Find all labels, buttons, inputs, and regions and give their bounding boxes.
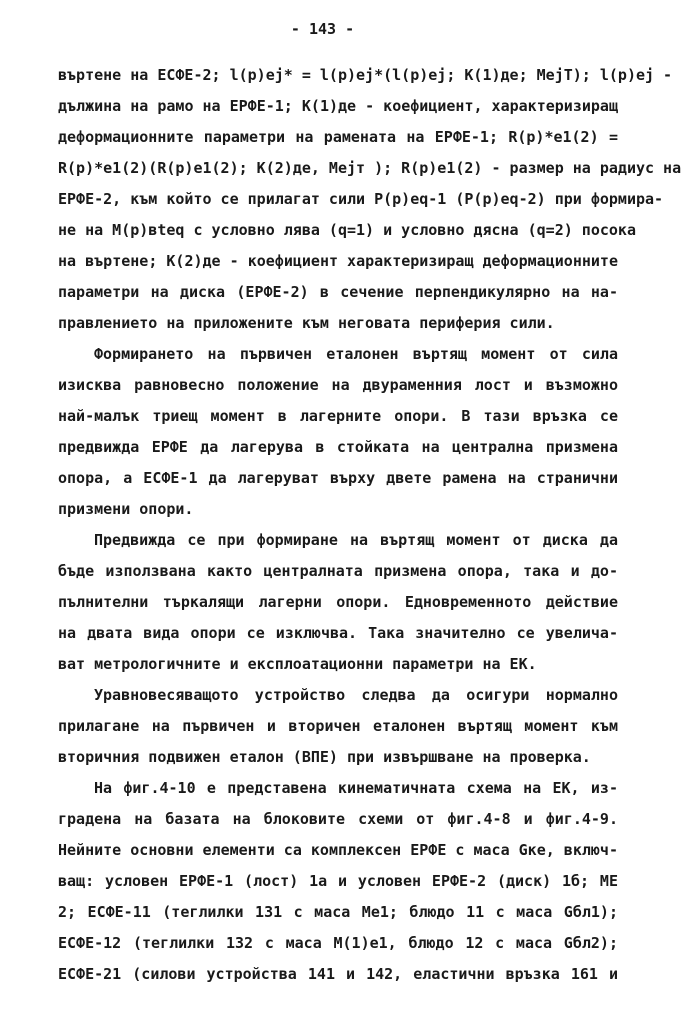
text-line: На фиг.4-10 е представена кинематичната схема на ЕК, из-	[94, 779, 618, 797]
text-line: изисква равновесно положение на двураменния лост и възможно	[58, 376, 618, 394]
text-line: Формирането на първичен еталонен въртящ момент от сила	[94, 345, 618, 363]
text-line: ват метрологичните и експлоатационни параметри на ЕК.	[58, 655, 537, 673]
text-line: Уравновесяващото устройство следва да осигури нормално	[94, 686, 618, 704]
text-line: ЕСФЕ-12 (теглилки 132 с маса M(1)e1, блюдо 12 с маса Gбл2);	[58, 934, 618, 952]
text-line: Предвижда се при формиране на въртящ момент от диска да	[94, 531, 618, 549]
text-line: деформационните параметри на рамената на ЕРФЕ-1; R(p)*e1(2) =	[58, 128, 618, 146]
text-line: на двата вида опори се изключва. Така значително се увелича-	[58, 624, 618, 642]
text-line: ЕРФЕ-2, към който се прилагат сили P(p)eq-1 (P(p)eq-2) при формира-	[58, 190, 664, 208]
text-line: не на M(p)вteq с условно лява (q=1) и условно дясна (q=2) посока	[58, 221, 636, 239]
text-line: дължина на рамо на ЕРФЕ-1; K(1)де - коефициент, характеризиращ	[58, 97, 618, 115]
text-line: опора, а ЕСФЕ-1 да лагеруват върху двете рамена на странични	[58, 469, 618, 487]
text-line: бъде използвана както централната призмена опора, така и до-	[58, 562, 618, 580]
text-line: ващ: условен ЕРФЕ-1 (лост) 1а и условен ЕРФЕ-2 (диск) 1б; МЕ	[58, 872, 618, 890]
document-body	[58, 60, 681, 990]
text-line: предвижда ЕРФЕ да лагерува в стойката на централна призмена	[58, 438, 618, 456]
text-line: най-малък триещ момент в лагерните опори. В тази връзка се	[58, 407, 618, 425]
text-line: правлението на приложените към неговата периферия сили.	[58, 314, 555, 332]
text-line: ЕСФЕ-21 (силови устройства 141 и 142, еластични връзка 161 и	[58, 965, 618, 983]
text-line: R(p)*e1(2)(R(p)e1(2); K(2)де, Mejт ); R(p)e1(2) - размер на радиус на	[58, 159, 681, 177]
text-line: прилагане на първичен и вторичен еталонен въртящ момент към	[58, 717, 618, 735]
text-line: на въртене; K(2)де - коефициент характеризиращ деформационните	[58, 252, 618, 270]
text-line: Нейните основни елементи са комплексен ЕРФЕ с маса Gке, включ-	[58, 841, 618, 859]
text-line: градена на базата на блоковите схеми от фиг.4-8 и фиг.4-9.	[58, 810, 618, 828]
text-line: призмени опори.	[58, 500, 194, 518]
page-number: - 143 -	[290, 20, 355, 38]
text-line: 2; ЕСФЕ-11 (теглилки 131 с маса Me1; блюдо 11 с маса Gбл1);	[58, 903, 618, 921]
text-line: пълнителни търкалящи лагерни опори. Едновременното действие	[58, 593, 618, 611]
text-line: въртене на ЕСФЕ-2; l(p)ej* = l(p)ej*(l(p)ej; K(1)де; MejT); l(p)ej -	[58, 66, 673, 84]
text-line: вторичния подвижен еталон (ВПЕ) при извършване на проверка.	[58, 748, 591, 766]
text-line: параметри на диска (ЕРФЕ-2) в сечение перпендикулярно на на-	[58, 283, 618, 301]
